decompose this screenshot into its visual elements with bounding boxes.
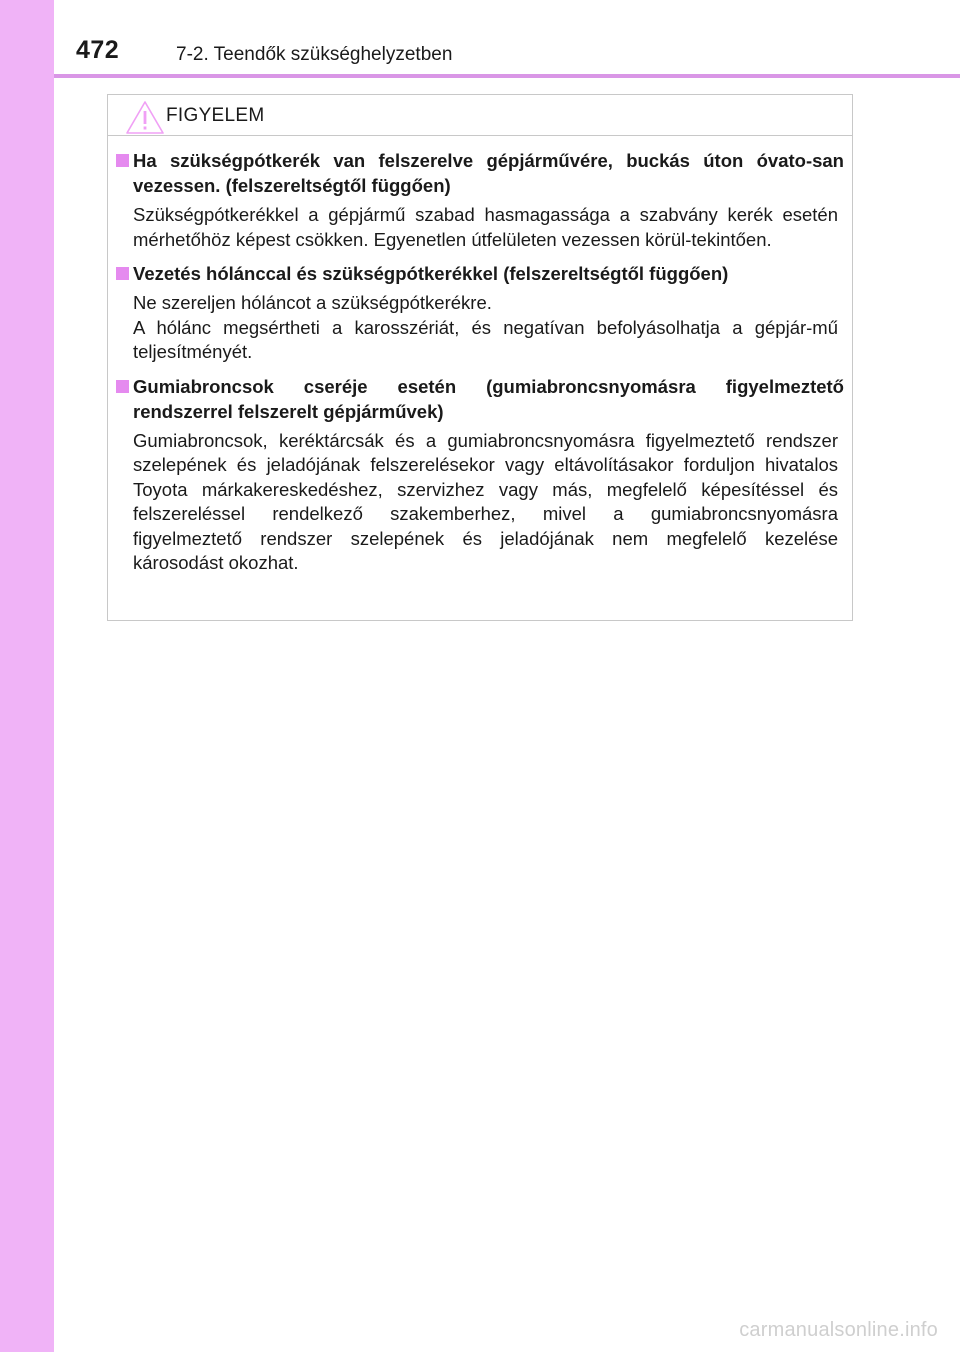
caution-item-heading: Vezetés hólánccal és szükségpótkerékkel (felszereltségtől függően) xyxy=(116,261,844,286)
caution-item-text xyxy=(116,291,844,365)
square-bullet-icon xyxy=(116,154,129,167)
watermark: carmanualsonline.info xyxy=(739,1319,938,1341)
caution-item xyxy=(116,148,844,252)
caution-item-heading: Gumiabroncsok cseréje esetén (gumiabroncsnyomásra figyelmeztető rendszerrel felszerelt gépjárművek) xyxy=(116,374,844,424)
caution-item-text xyxy=(116,429,844,576)
caution-title: FIGYELEM xyxy=(166,105,265,126)
side-tab-bar xyxy=(0,0,54,1352)
caution-item xyxy=(116,374,844,576)
caution-item-text xyxy=(116,203,844,252)
caution-item-heading: Ha szükségpótkerék van felszerelve gépjárművére, buckás úton óvato-san vezessen. (felszereltségtől függően) xyxy=(116,148,844,198)
paragraph: A hólánc megsértheti a karosszériát, és negatívan befolyásolhatja a gépjár-mű teljesítményét. xyxy=(133,316,838,362)
paragraph: Szükségpótkerékkel a gépjármű szabad hasmagassága a szabvány kerék esetén mérhetőhöz képest csökken. Egyenetlen útfelületen vezessen körül-tekintően. xyxy=(133,204,838,250)
warning-triangle-icon xyxy=(125,100,165,135)
page-number: 472 xyxy=(76,36,120,64)
paragraph: Ne szereljen hóláncot a szükségpótkerékre. xyxy=(133,292,492,313)
header-rule xyxy=(54,74,960,78)
caution-item xyxy=(116,261,844,365)
page-header xyxy=(54,0,960,78)
square-bullet-icon xyxy=(116,267,129,280)
paragraph: Gumiabroncsok, keréktárcsák és a gumiabroncsnyomásra figyelmeztető rendszer szelepének és jeladójának felszerelésekor vagy eltávolításakor forduljon hivatalos Toyota márkakereskedéshez, szervizhez vagy más, megfelelő képesítéssel és felszereléssel rendelkező szakemberhez, mivel a gumiabroncsnyomásra figyelmeztető rendszer szelepének és jeladójának nem megfelelő kezelése károsodást okozhat. xyxy=(133,429,838,573)
caution-header xyxy=(108,95,852,136)
square-bullet-icon xyxy=(116,380,129,393)
caution-box xyxy=(107,94,853,621)
caution-body xyxy=(108,136,854,585)
section-title: 7-2. Teendők szükséghelyzetben xyxy=(176,44,453,65)
